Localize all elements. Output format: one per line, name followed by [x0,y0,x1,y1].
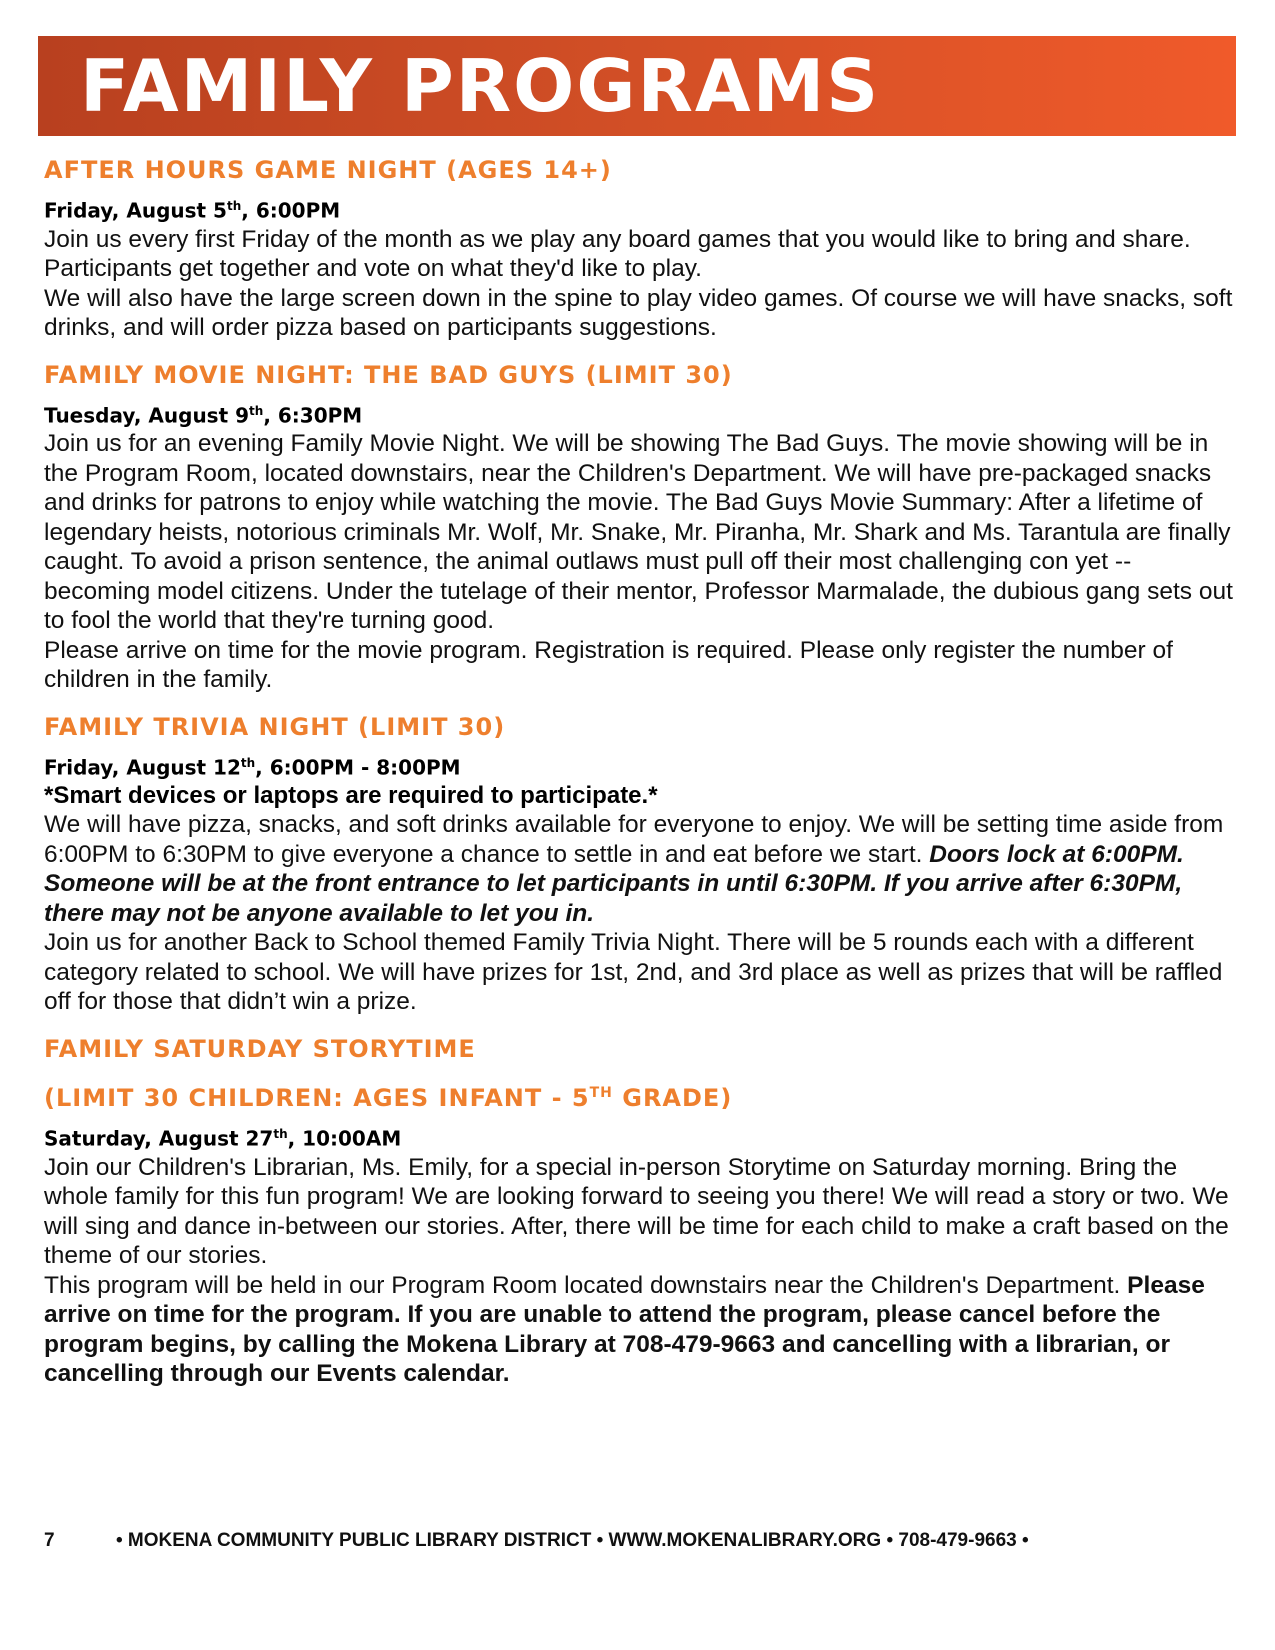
program-description: Join us for an evening Family Movie Night. We will be showing The Bad Guys. The movie showing will be in the Program Room, located downstairs, near the Children's Department. We will have pre-packaged snacks and drinks for patrons to enjoy while watching the movie. The Bad Guys Movie Summary: After a lifetime of legendary heists, notorious criminals Mr. Wolf, Mr. Snake, Mr. Piranha, Mr. Shark and Ms. Tarantula are finally caught. To avoid a prison sentence, the animal outlaws must pull off their most challenging con yet -- becoming model citizens. Under the tutelage of their mentor, Professor Marmalade, the dubious gang sets out to fool the world that they're turning good. Please arrive on time for the movie program. Registration is required. Please only register the number of children in the family. [44,430,1233,694]
program-date: Saturday, August 27th, 10:00AM [44,1126,402,1151]
program-movie-night [44,357,1239,695]
program-date: Tuesday, August 9th, 6:30PM [44,403,363,428]
program-title: AFTER HOURS GAME NIGHT (AGES 14+) [44,156,612,184]
program-date: Friday, August 5th, 6:00PM [44,198,341,223]
program-subtitle: (LIMIT 30 CHILDREN: AGES INFANT - 5TH GRADE) [44,1083,733,1112]
page-title: FAMILY PROGRAMS [80,44,881,128]
program-date: Friday, August 12th, 6:00PM - 8:00PM [44,755,461,780]
program-warning: Doors lock at 6:00PM. Someone will be at the front entrance to let participants in until 6:30PM. If you arrive after 6:30PM, there may not be anyone available to let you in. [44,840,1184,927]
programs-list [44,152,1239,1403]
program-requirement: *Smart devices or laptops are required to participate.* [44,782,658,810]
program-title: FAMILY MOVIE NIGHT: THE BAD GUYS (LIMIT 30) [44,360,733,389]
footer-text: • MOKENA COMMUNITY PUBLIC LIBRARY DISTRICT • WWW.MOKENALIBRARY.ORG • 708-479-9663 • [116,1530,1029,1551]
program-title: FAMILY SATURDAY STORYTIME [44,1034,476,1063]
program-game-night [44,152,1239,343]
program-notice: Please arrive on time for the program. If you are unable to attend the program, please cancel before the program begins, by calling the Mokena Library at 708-479-9663 and cancelling with a librarian, or cancelling through our Events calendar. [44,1271,1205,1388]
header-banner [38,36,1236,136]
program-description: We will have pizza, snacks, and soft drinks available for everyone to enjoy. We will be setting time aside from 6:00PM to 6:30PM to give everyone a chance to settle in and eat before we start. Doors lock at 6:00PM. Someone will be at the front entrance to let participants in until 6:30PM. If you arrive after 6:30PM, there may not be anyone available to let you in. Join us for another Back to School themed Family Trivia Night. There will be 5 rounds each with a different category related to school. We will have prizes for 1st, 2nd, and 3rd place as well as prizes that will be raffled off for those that didn’t win a prize. [44,811,1224,1016]
page-footer [44,1530,1239,1552]
program-title: FAMILY TRIVIA NIGHT (LIMIT 30) [44,712,506,741]
program-description: Join our Children's Librarian, Ms. Emily, for a special in-person Storytime on Saturday morning. Bring the whole family for this fun program! We are looking forward to seeing you there! We will read a story or two. We will sing and dance in-between our stories. After, there will be time for each child to make a craft based on the theme of our stories. This program will be held in our Program Room located downstairs near the Children's Department. Please arrive on time for the program. If you are unable to attend the program, please cancel before the program begins, by calling the Mokena Library at 708-479-9663 and cancelling with a librarian, or cancelling through our Events calendar. [44,1153,1229,1388]
page-number: 7 [44,1530,55,1551]
program-description: Join us every first Friday of the month as we play any board games that you would like to bring and share. Participants get together and vote on what they'd like to play. We will also have the large screen down in the spine to play video games. Of course we will have snacks, soft drinks, and will order pizza based on participants suggestions. [44,225,1233,342]
program-trivia-night [44,709,1239,1017]
program-storytime [44,1031,1239,1389]
